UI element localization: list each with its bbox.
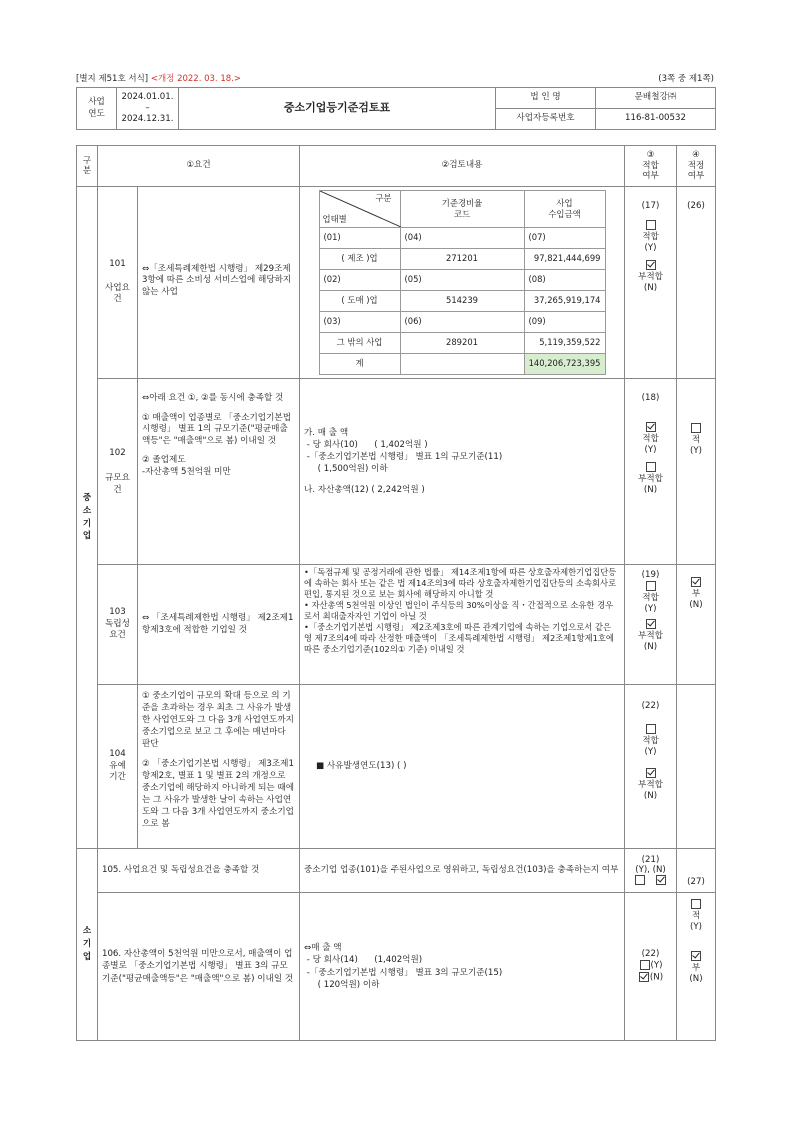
col-review: ②검토내용 xyxy=(300,146,625,187)
row-103-review: •「독점규제 및 공정거래에 관한 법률」 제14조제1항에 따른 상호출자제한기업집단등에 속하는 회사 또는 같은 법 제14조의3에 따라 상호출자제한기업집단등의 소속회사로 편입, 통지된 것으로 보는 회사에 해당하지 아니할 것 • 자산총액 5천억원 이상인 법인이 주식등의 30%이상을 직・간접적으로 소유한 경우로서 최대출자자인 기업이 아닐 것 •「중소기업기본법 시행령」 제2조제3호에 따른 관계기업에 속하는 기업으로서 같은 영 제7조의4에 따라 산정한 매출액이 「조세특례제한법 시행령」 제2조제1항제1호에 따른 중소기업기준(102의① 기준) 이내일 것 xyxy=(300,565,625,685)
industry-name: ( 도매 )업 xyxy=(319,291,400,312)
row-102-fit: (18) 적합 (Y) 부적합 (N) xyxy=(625,379,677,565)
row-106-decision: 적 (Y) 부 (N) xyxy=(677,893,716,1041)
row-02-no: (02) xyxy=(319,270,400,291)
col-fit: ③ 적합 여부 xyxy=(625,146,677,187)
section-sme: 중 소 기 업 xyxy=(77,187,98,849)
review-table xyxy=(76,145,716,1041)
page-info: (3쪽 중 제1쪽) xyxy=(658,74,714,84)
diag-top-label: 구분 xyxy=(375,193,392,203)
row-101-requirement: ⇔「조세특례제한법 시행령」 제29조제3항에 따른 소비성 서비스업에 해당하지 않는 사업 xyxy=(138,187,300,379)
decision-no-checkbox[interactable] xyxy=(691,577,701,587)
fit-no-checkbox[interactable] xyxy=(646,260,656,270)
fit-yes-checkbox[interactable] xyxy=(635,875,645,885)
row-05-no: (05) xyxy=(400,270,524,291)
fit-yes-checkbox[interactable] xyxy=(640,960,650,970)
reg-no-label: 사업자등록번호 xyxy=(496,108,596,129)
industry-name: 그 밖의 사업 xyxy=(319,333,400,354)
row-104-label: 104 유예 기간 xyxy=(98,685,138,849)
col-code: 기준경비율 코드 xyxy=(400,191,524,228)
industry-code: 289201 xyxy=(400,333,524,354)
row-104-decision xyxy=(677,685,716,849)
form-number: [별지 제51호 서식] <개정 2022. 03. 18.> xyxy=(76,74,241,84)
industry-code: 271201 xyxy=(400,249,524,270)
row-102-decision: 적 (Y) xyxy=(677,379,716,565)
diagonal-header-cell xyxy=(319,191,400,228)
row-105-requirement: 105. 사업요건 및 독립성요건을 충족할 것 xyxy=(98,849,300,893)
row-103-decision: 부 (N) xyxy=(677,565,716,685)
row-103-fit: (19) 적합 (Y) 부적합 (N) xyxy=(625,565,677,685)
corp-name-value: 문배철강㈜ xyxy=(596,88,716,109)
row-102-requirement: ⇔아래 요건 ①, ②를 동시에 충족할 것 ① 매출액이 업종별로 「중소기업기본법 시행령」 별표 1의 규모기준("평균매출액등"은 "매출액"으로 봄) 이내일 것 ② 졸업제도 -자산총액 5천억원 미만 xyxy=(138,379,300,565)
form-title: 중소기업등기준검토표 xyxy=(179,88,496,130)
fit-no-checkbox[interactable] xyxy=(646,619,656,629)
row-01-no: (01) xyxy=(319,228,400,249)
row-105-review: 중소기업 업종(101)을 주된사업으로 영위하고, 독립성요건(103)을 충족하는지 여부 xyxy=(300,849,625,893)
row-105-decision: (27) xyxy=(677,849,716,893)
row-101-fit: (17) 적합 (Y) 부적합 (N) xyxy=(625,187,677,379)
industry-amount: 97,821,444,699 xyxy=(524,249,605,270)
col-gubun: 구 분 xyxy=(77,146,98,187)
corp-name-label: 법 인 명 xyxy=(496,88,596,109)
industry-amount: 5,119,359,522 xyxy=(524,333,605,354)
row-101-review xyxy=(300,187,625,379)
row-103-label: 103 독립성 요건 xyxy=(98,565,138,685)
header-table xyxy=(76,87,716,130)
row-101-label: 101 사업요 건 xyxy=(98,187,138,379)
row-105-fit: (21) (Y), (N) xyxy=(625,849,677,893)
fit-yes-checkbox[interactable] xyxy=(646,724,656,734)
row-101-decision: (26) xyxy=(677,187,716,379)
decision-yes-checkbox[interactable] xyxy=(691,899,701,909)
industry-amount: 37,265,919,174 xyxy=(524,291,605,312)
row-104-review: ■ 사유발생연도(13) ( ) xyxy=(300,685,625,849)
revision-note: <개정 2022. 03. 18.> xyxy=(150,74,241,84)
row-08-no: (08) xyxy=(524,270,605,291)
row-102-review: 가. 매 출 액 - 당 회사(10) ( 1,402억원 ) -「중소기업기본법 시행령」 별표 1의 규모기준(11) ( 1,500억원) 이하 나. 자산총액(12) ( 2,242억원 ) xyxy=(300,379,625,565)
decision-yes-checkbox[interactable] xyxy=(691,423,701,433)
row-104-fit: (22) 적합 (Y) 부적합 (N) xyxy=(625,685,677,849)
fit-yes-checkbox[interactable] xyxy=(646,422,656,432)
diag-bottom-label: 업태별 xyxy=(322,213,347,224)
fit-no-checkbox[interactable] xyxy=(656,875,666,885)
row-106-fit: (22) (Y) (N) xyxy=(625,893,677,1041)
row-103-requirement: ⇔ 「조세특례제한법 시행령」 제2조제1항제3호에 적합한 기업일 것 xyxy=(138,565,300,685)
section-small: 소 기 업 xyxy=(77,849,98,1041)
row-102-label: 102 규모요 건 xyxy=(98,379,138,565)
year-label: 사업 연도 xyxy=(77,88,117,130)
fit-yes-checkbox[interactable] xyxy=(646,581,656,591)
year-range: 2024.01.01. – 2024.12.31. xyxy=(117,88,179,130)
reg-no-value: 116-81-00532 xyxy=(596,108,716,129)
col-amount: 사업 수입금액 xyxy=(524,191,605,228)
row-03-no: (03) xyxy=(319,312,400,333)
industry-name: ( 제조 )업 xyxy=(319,249,400,270)
business-revenue-table xyxy=(319,190,606,375)
row-106-review: ⇔매 출 액 - 당 회사(14) (1,402억원) -「중소기업기본법 시행령」 별표 3의 규모기준(15) ( 120억원) 이하 xyxy=(300,893,625,1041)
total-amount: 140,206,723,395 xyxy=(524,354,605,375)
col-decision: ④ 적정 여부 xyxy=(677,146,716,187)
fit-no-checkbox[interactable] xyxy=(646,462,656,472)
fit-no-checkbox[interactable] xyxy=(646,768,656,778)
row-06-no: (06) xyxy=(400,312,524,333)
row-04-no: (04) xyxy=(400,228,524,249)
fit-yes-checkbox[interactable] xyxy=(646,220,656,230)
row-104-requirement: ① 중소기업이 규모의 확대 등으로 의 기준을 초과하는 경우 최초 그 사유가 발생한 사업연도와 그 다음 3개 사업연도까지 중소기업으로 보고 그 후에는 매년마다 판단 ② 「중소기업기본법 시행령」 제3조제1항제2호, 별표 1 및 별표 2의 개정으로 중소기업에 해당하지 아니하게 되는 때에는 그 사유가 발생한 날이 속하는 사업연도와 그 다음 3개 사업연도까지 중소기업으로 봄 xyxy=(138,685,300,849)
industry-code: 514239 xyxy=(400,291,524,312)
fit-no-checkbox[interactable] xyxy=(639,972,649,982)
total-label: 계 xyxy=(319,354,400,375)
row-106-requirement: 106. 자산총액이 5천억원 미만으로서, 매출액이 업종별로 「중소기업기본법 시행령」 별표 3의 규모기준("평균매출액등"은 "매출액"으로 봄) 이내일 것 xyxy=(98,893,300,1041)
col-requirement: ①요건 xyxy=(98,146,300,187)
row-07-no: (07) xyxy=(524,228,605,249)
decision-no-checkbox[interactable] xyxy=(691,951,701,961)
row-09-no: (09) xyxy=(524,312,605,333)
